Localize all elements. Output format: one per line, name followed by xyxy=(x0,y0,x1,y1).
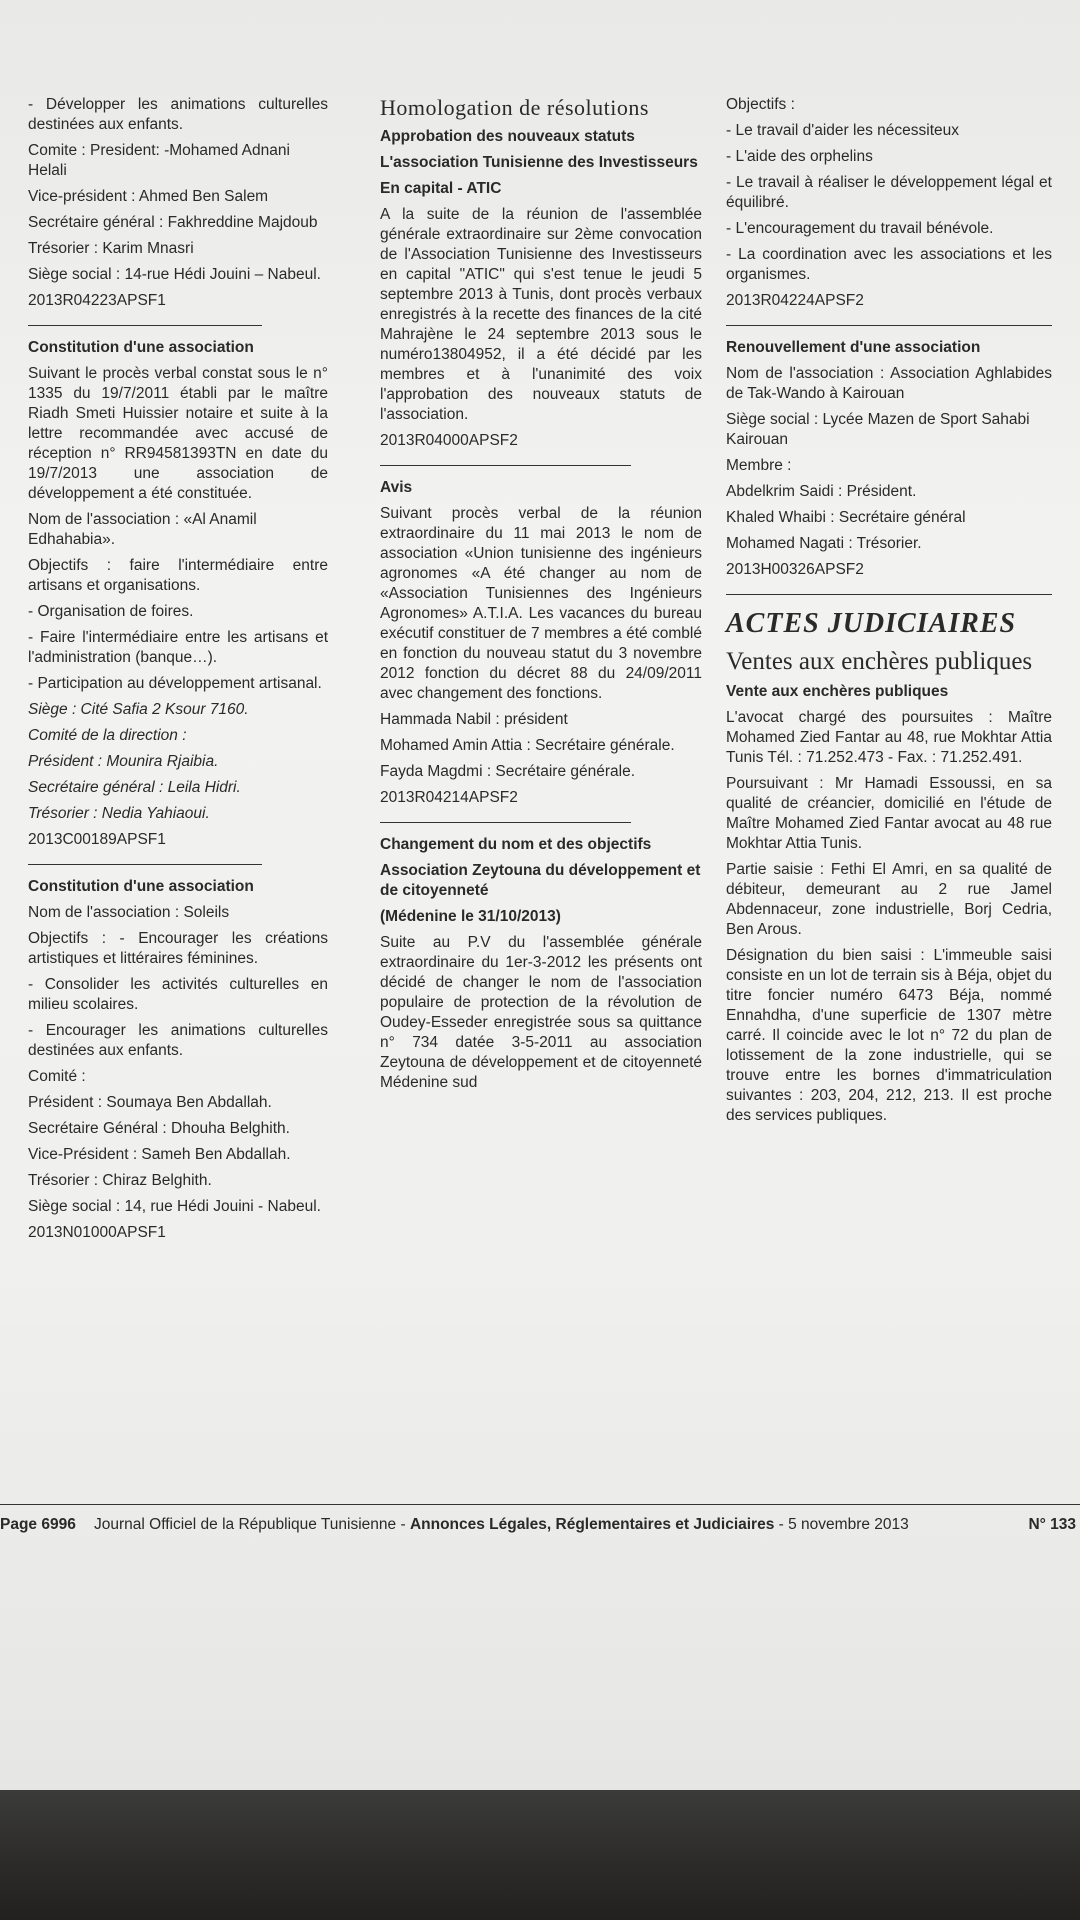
paragraph: Partie saisie : Fethi El Amri, en sa qualité de débiteur, demeurant au 2 rue Jamel Abdennaceur, zone industrielle, Borj Cedria, Ben Arous. xyxy=(726,861,1052,938)
paragraph: Comité : xyxy=(28,1068,86,1085)
paragraph: Objectifs : xyxy=(726,96,795,113)
paragraph: Vice-président : Ahmed Ben Salem xyxy=(28,188,269,205)
paragraph: - Consolider les activités culturelles en milieu scolaires. xyxy=(28,976,328,1013)
paragraph: Poursuivant : Mr Hamadi Essoussi, en sa qualité de créancier, domicilié en l'étude de Maître Mohamed Zied Fantar avocat au 48 rue Mokhtar Attia Tunis. xyxy=(726,775,1052,852)
section-heading: Approbation des nouveaux statuts xyxy=(380,128,635,145)
paragraph: A la suite de la réunion de l'assemblée générale extraordinaire sur 2ème convocation de l'Association Tunisienne des Investisseurs en capital "ATIC" qui s'est tenue le jeudi 5 septembre 2013 à Tunis, dont procès verbaux enregistrés à la recette des finances de la cité Mahrajène le 24 septembre 2013 sous le numéro13804952, il a été décidé par les membres et à l'unanimité des voix l'approbation des nouveaux statuts de l'association. xyxy=(380,206,702,423)
paragraph: - Faire l'intermédiaire entre les artisans et l'administration (banque…). xyxy=(28,629,328,666)
paragraph: Objectifs : faire l'intermédiaire entre artisans et organisations. xyxy=(28,557,328,594)
reference-code: 2013N01000APSF1 xyxy=(28,1224,166,1241)
paragraph: Objectifs : - Encourager les créations artistiques et littéraires féminines. xyxy=(28,930,328,967)
paragraph: Abdelkrim Saidi : Président. xyxy=(726,483,917,500)
section-subheading: (Médenine le 31/10/2013) xyxy=(380,908,561,925)
paragraph: - L'aide des orphelins xyxy=(726,148,873,165)
section-title: Ventes aux enchères publiques xyxy=(726,648,1033,675)
reference-code: 2013C00189APSF1 xyxy=(28,831,166,848)
paragraph: - Le travail à réaliser le développement légal et équilibré. xyxy=(726,174,1052,211)
journal-date: - 5 novembre 2013 xyxy=(774,1516,909,1533)
paragraph: Trésorier : Karim Mnasri xyxy=(28,240,194,257)
paragraph: Siège : Cité Safia 2 Ksour 7160. xyxy=(28,701,249,718)
page-number: Page 6996 xyxy=(0,1516,76,1533)
journal-name: Journal Officiel de la République Tunisienne - xyxy=(94,1516,410,1533)
paragraph: Nom de l'association : «Al Anamil Edhahabia». xyxy=(28,511,257,548)
paragraph: - Participation au développement artisanal. xyxy=(28,675,322,692)
reference-code: 2013R04224APSF2 xyxy=(726,292,864,309)
paragraph: Membre : xyxy=(726,457,792,474)
column-right xyxy=(726,95,1052,1132)
issue-number: N° 133 xyxy=(1028,1516,1076,1533)
paragraph: L'avocat chargé des poursuites : Maître Mohamed Zied Fantar au 48, rue Mokhtar Attia Tunis Tél. : 71.252.473 - Fax. : 71.252.491. xyxy=(726,709,1052,766)
paragraph: Fayda Magdmi : Secrétaire générale. xyxy=(380,763,636,780)
reference-code: 2013R04000APSF2 xyxy=(380,432,518,449)
paragraph: Secrétaire Général : Dhouha Belghith. xyxy=(28,1120,290,1137)
section-subheading: L'association Tunisienne des Investisseurs xyxy=(380,154,698,171)
paragraph: Secrétaire général : Fakhreddine Majdoub xyxy=(28,214,318,231)
paragraph: Comité de la direction : xyxy=(28,727,187,744)
reference-code: 2013R04214APSF2 xyxy=(380,789,518,806)
section-subheading: Association Zeytouna du développement et de citoyenneté xyxy=(380,862,701,899)
section-heading: Avis xyxy=(380,479,413,496)
column-left xyxy=(28,95,328,1249)
journal-section: Annonces Légales, Réglementaires et Judiciaires xyxy=(409,1516,775,1533)
paragraph: - Encourager les animations culturelles destinées aux enfants. xyxy=(28,1022,328,1059)
paragraph: Suivant le procès verbal constat sous le n° 1335 du 19/7/2011 établi par le maître Riadh Smeti Huissier notaire et suite à la lettre recommandée avec accusé de réception n° RR94581393TN en date du 19/7/2013 une association de développement a été constituée. xyxy=(28,365,328,502)
paragraph: Vice-Président : Sameh Ben Abdallah. xyxy=(28,1146,291,1163)
paragraph: - La coordination avec les associations et les organismes. xyxy=(726,246,1052,283)
paragraph: Président : Soumaya Ben Abdallah. xyxy=(28,1094,272,1111)
section-subheading: En capital - ATIC xyxy=(380,180,502,197)
section-title: Homologation de résolutions xyxy=(380,95,649,120)
paragraph: Khaled Whaibi : Secrétaire général xyxy=(726,509,966,526)
paragraph: Mohamed Amin Attia : Secrétaire générale. xyxy=(380,737,675,754)
section-heading: Constitution d'une association xyxy=(28,339,254,356)
column-middle xyxy=(380,95,702,1099)
paragraph: Désignation du bien saisi : L'immeuble saisi consiste en un lot de terrain sis à Béja, objet du titre foncier numéro 6473 Béja, nommé Ennahdha, d'une superficie de 1307 mètre carré. Il coincide avec le lot n° 72 du plan de lotissement de la zone industrielle, qui se trouve entre les bornes d'immatriculation suivantes : 203, 204, 212, 213. Il est proche des services publiques. xyxy=(726,947,1052,1124)
paragraph: - Organisation de foires. xyxy=(28,603,194,620)
paragraph: Mohamed Nagati : Trésorier. xyxy=(726,535,922,552)
paragraph: Comite : President: -Mohamed Adnani Helali xyxy=(28,142,290,179)
background-surface xyxy=(0,1790,1080,1920)
section-heading: Vente aux enchères publiques xyxy=(726,683,949,700)
paragraph: Siège social : Lycée Mazen de Sport Sahabi Kairouan xyxy=(726,411,1030,448)
paragraph: - Le travail d'aider les nécessiteux xyxy=(726,122,959,139)
paragraph: - Développer les animations culturelles destinées aux enfants. xyxy=(28,96,328,133)
paragraph: Suite au P.V du l'assemblée générale extraordinaire du 1er-3-2012 les présents ont décidé de changer le nom de l'association populaire de protection de la révolution de Oudey-Esseder enregistrée sous sa quittance n° 734 datée 3-5-2011 au association Zeytouna de développement et de citoyenneté Médenine sud xyxy=(380,934,702,1091)
paragraph: Trésorier : Nedia Yahiaoui. xyxy=(28,805,210,822)
reference-code: 2013H00326APSF2 xyxy=(726,561,864,578)
journal-title xyxy=(94,1516,909,1534)
section-heading: Changement du nom et des objectifs xyxy=(380,836,652,853)
divider xyxy=(726,325,1052,326)
paragraph: Hammada Nabil : président xyxy=(380,711,568,728)
paragraph: Nom de l'association : Association Aghlabides de Tak-Wando à Kairouan xyxy=(726,365,1052,402)
divider xyxy=(0,1504,1080,1505)
divider xyxy=(726,594,1052,595)
paragraph: Président : Mounira Rjaibia. xyxy=(28,753,219,770)
paragraph: Trésorier : Chiraz Belghith. xyxy=(28,1172,212,1189)
paragraph: - L'encouragement du travail bénévole. xyxy=(726,220,994,237)
paragraph: Siège social : 14, rue Hédi Jouini - Nabeul. xyxy=(28,1198,321,1215)
divider xyxy=(28,864,262,865)
divider xyxy=(380,822,631,823)
divider xyxy=(380,465,631,466)
section-title: ACTES JUDICIAIRES xyxy=(726,608,1017,639)
paragraph: Siège social : 14-rue Hédi Jouini – Nabeul. xyxy=(28,266,321,283)
section-heading: Renouvellement d'une association xyxy=(726,339,981,356)
paragraph: Secrétaire général : Leila Hidri. xyxy=(28,779,241,796)
paragraph: Nom de l'association : Soleils xyxy=(28,904,230,921)
divider xyxy=(28,325,262,326)
paragraph: Suivant procès verbal de la réunion extraordinaire du 11 mai 2013 le nom de association «Union tunisienne des ingénieurs agronomes «A été changer au nom de «Association Tunisiennes des Ingénieurs Agronomes» A.T.I.A. Les vacances du bureau exécutif constituer de 7 membres a été comblé en fonction du nouveau statut du 3 novembre 2012 fonction du décret 88 du 24/09/2011 avec changement des fonctions. xyxy=(380,505,702,702)
reference-code: 2013R04223APSF1 xyxy=(28,292,166,309)
section-heading: Constitution d'une association xyxy=(28,878,254,895)
